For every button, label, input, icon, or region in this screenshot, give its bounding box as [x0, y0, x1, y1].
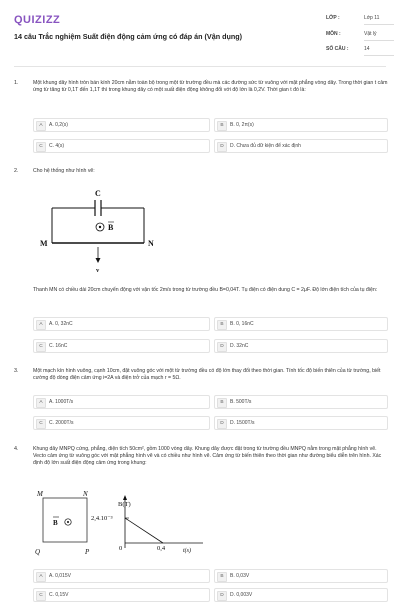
- answer-option-a[interactable]: [33, 118, 210, 132]
- answer-option-d[interactable]: [214, 139, 388, 153]
- corner-n-label: N: [83, 490, 88, 498]
- question-text-continued: Thanh MN có chiều dài 20cm chuyển động với vận tốc 2m/s trong từ trường đều B=0,04T. Tụ điện có điện dung C = 2μF. Độ lớn điện tích của tụ điện:: [33, 287, 378, 293]
- answer-option-b[interactable]: [214, 395, 388, 409]
- option-text: B. 0,03V: [230, 572, 250, 579]
- question-text: Một mạch kín hình vuông, cạnh 10cm, đặt vuông góc với một từ trường đều có độ lớn thay đổi theo thời gian. Tính tốc độ biến thiên của từ trường, biết cường độ dòng điện cảm ứng i=2A và điện trở của mạch r = 5Ω.: [33, 368, 381, 382]
- graph-line: [125, 518, 163, 543]
- option-letter: B: [217, 320, 227, 330]
- question-number: 1.: [14, 80, 19, 86]
- coil-and-graph-figure: [33, 488, 213, 563]
- meta-label: LỚP :: [326, 15, 340, 21]
- answer-option-a[interactable]: [33, 569, 210, 583]
- option-letter: C: [36, 419, 46, 429]
- option-letter: A: [36, 572, 46, 582]
- coil-square: [43, 498, 87, 542]
- option-text: C. 0,15V: [49, 591, 69, 598]
- answer-option-d[interactable]: [214, 416, 388, 430]
- question-number: 2.: [14, 168, 19, 174]
- answer-option-b[interactable]: [214, 569, 388, 583]
- option-letter: D: [217, 342, 227, 352]
- option-text: D. 0,003V: [230, 591, 253, 598]
- graph-y-label: B(T): [118, 501, 131, 508]
- option-letter: A: [36, 121, 46, 131]
- option-text: C. 4(s): [49, 142, 64, 149]
- option-text: A. 1000T/s: [49, 398, 74, 405]
- option-text: C. 16nC: [49, 342, 68, 349]
- option-letter: B: [217, 572, 227, 582]
- answer-option-c[interactable]: [33, 139, 210, 153]
- option-text: D. Chưa đủ dữ kiện để xác định: [230, 142, 301, 149]
- graph-x-label: t(s): [183, 548, 191, 554]
- velocity-arrow: [96, 258, 101, 263]
- option-text: A. 0, 32nC: [49, 320, 73, 327]
- corner-q-label: Q: [35, 548, 41, 556]
- velocity-label: v: [96, 267, 100, 274]
- point-n-label: N: [148, 239, 154, 248]
- capacitor-label: C: [95, 189, 101, 198]
- answer-option-c[interactable]: [33, 339, 210, 353]
- question-text: Khung dây MNPQ cứng, phẳng, diện tích 50cm², gồm 1000 vòng dây. Khung dây được đặt trong từ trường đều MNPQ nằm trong mặt phẳng hình vẽ. Vecto cảm ứng từ vuông góc với mặt phẳng hình vẽ và có chiều như hình vẽ. Cảm ứng từ biến thiên theo thời gian như đường biểu diễn trên hình. Xác định độ lớn suất điện động cảm ứng trong khung:: [33, 446, 382, 467]
- option-text: A. 0,015V: [49, 572, 71, 579]
- answer-option-d[interactable]: [214, 339, 388, 353]
- option-text: B. 500T/s: [230, 398, 252, 405]
- option-text: B. 0, 16nC: [230, 320, 254, 327]
- option-letter: C: [36, 342, 46, 352]
- graph-x-value: 0,4: [157, 545, 166, 552]
- question-text: Một khung dây hình tròn bán kính 20cm nằm toàn bộ trong một từ trường đều mà các đường sức từ vuông với mặt phẳng vòng dây. Trong thời gian t cảm ứng từ tăng từ 0,1T đến 1,1T thì trong khung dây có một suất điện động không đổi với độ lớn là 0,2V. Thời gian t đó là:: [33, 80, 388, 94]
- option-letter: C: [36, 591, 46, 601]
- header-divider: [14, 66, 386, 67]
- option-text: C. 2000T/s: [49, 419, 74, 426]
- point-m-label: M: [40, 239, 48, 248]
- page-title: 14 câu Trắc nghiệm Suất điện động cảm ứng có đáp án (Vận dụng): [14, 32, 243, 41]
- answer-option-c[interactable]: [33, 416, 210, 430]
- option-letter: C: [36, 142, 46, 152]
- corner-p-label: P: [85, 548, 90, 556]
- meta-label: MÔN :: [326, 31, 341, 37]
- graph-origin: 0: [119, 545, 123, 552]
- answer-option-a[interactable]: [33, 395, 210, 409]
- option-letter: B: [217, 398, 227, 408]
- option-letter: A: [36, 398, 46, 408]
- page-header: [0, 0, 400, 64]
- field-b-label: B: [108, 223, 114, 232]
- option-text: D. 32nC: [230, 342, 249, 349]
- answer-option-b[interactable]: [214, 118, 388, 132]
- option-text: A. 0,2(s): [49, 121, 68, 128]
- corner-m-label: M: [37, 490, 43, 498]
- answer-option-a[interactable]: [33, 317, 210, 331]
- option-text: D. 1500T/s: [230, 419, 255, 426]
- quizizz-logo: QUIZIZZ: [14, 14, 61, 26]
- question-number: 4.: [14, 446, 19, 452]
- option-letter: D: [217, 591, 227, 601]
- answer-option-b[interactable]: [214, 317, 388, 331]
- option-text: B. 0, 2π(s): [230, 121, 254, 128]
- meta-value: Vật lý: [364, 31, 394, 41]
- meta-value: 14: [364, 46, 394, 56]
- option-letter: B: [217, 121, 227, 131]
- circuit-figure: [38, 183, 168, 275]
- coil-field-label: B: [53, 519, 58, 527]
- option-letter: A: [36, 320, 46, 330]
- question-number: 3.: [14, 368, 19, 374]
- graph-y-value: 2,4.10⁻³: [91, 515, 113, 522]
- meta-label: SỐ CÂU :: [326, 46, 349, 52]
- option-letter: D: [217, 142, 227, 152]
- meta-value: Lớp 11: [364, 15, 394, 25]
- question-text: Cho hệ thống như hình vẽ:: [33, 168, 95, 174]
- option-letter: D: [217, 419, 227, 429]
